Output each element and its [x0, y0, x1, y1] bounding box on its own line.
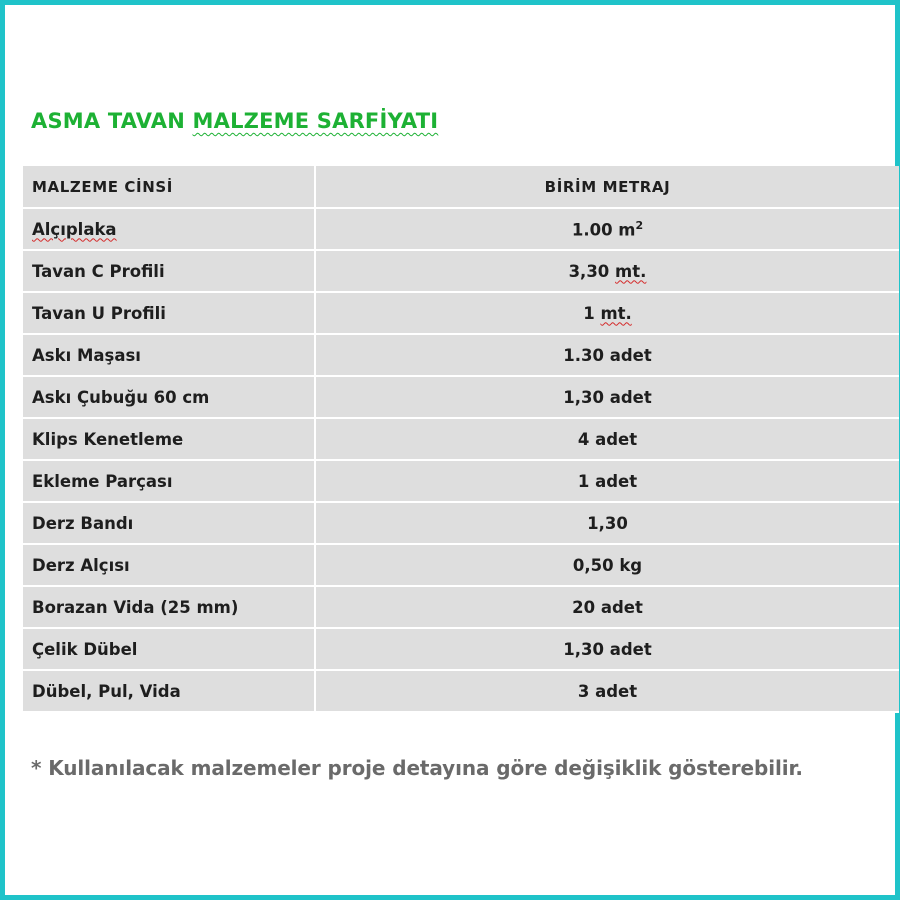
- quantity-value: 0,50 kg: [572, 555, 643, 575]
- quantity-cell: [315, 544, 899, 586]
- title-part-1: ASMA TAVAN: [31, 109, 193, 133]
- material-name: Klips Kenetleme: [32, 429, 184, 449]
- material-name: Alçıplaka: [32, 219, 117, 239]
- table-row: [23, 250, 899, 292]
- material-name-cell: [23, 544, 315, 586]
- material-name: Askı Maşası: [32, 345, 141, 365]
- table-row: [23, 670, 899, 712]
- header-material: MALZEME CİNSİ: [23, 166, 315, 208]
- quantity-superscript: 2: [635, 218, 644, 232]
- table-row: [23, 628, 899, 670]
- quantity-cell: [315, 586, 899, 628]
- quantity-value: 3 adet: [577, 681, 638, 701]
- quantity-cell: [315, 334, 899, 376]
- quantity-value: 1,30 adet: [563, 639, 652, 659]
- material-name: Derz Bandı: [32, 513, 134, 533]
- quantity-cell: [315, 208, 899, 250]
- quantity-unit: mt.: [600, 303, 632, 323]
- quantity-cell: [315, 460, 899, 502]
- quantity-value: 3,30: [568, 261, 616, 281]
- table-row: [23, 334, 899, 376]
- material-name-cell: [23, 460, 315, 502]
- material-name: Ekleme Parçası: [32, 471, 173, 491]
- table-row: [23, 376, 899, 418]
- header-quantity: BİRİM METRAJ: [315, 166, 899, 208]
- material-name-cell: [23, 502, 315, 544]
- quantity-cell: [315, 628, 899, 670]
- table-row: [23, 418, 899, 460]
- table-row: [23, 586, 899, 628]
- table-row: [23, 292, 899, 334]
- quantity-value: 20 adet: [572, 597, 643, 617]
- material-name-cell: [23, 670, 315, 712]
- material-name: Askı Çubuğu 60 cm: [32, 387, 210, 407]
- material-name: Borazan Vida (25 mm): [32, 597, 239, 617]
- material-name: Tavan C Profili: [32, 261, 165, 281]
- quantity-value: 1.00 m: [571, 220, 636, 240]
- page-title: [31, 109, 438, 133]
- table-row: [23, 208, 899, 250]
- material-name-cell: [23, 586, 315, 628]
- material-name: Tavan U Profili: [32, 303, 166, 323]
- table-row: [23, 460, 899, 502]
- quantity-cell: [315, 670, 899, 712]
- material-name-cell: [23, 250, 315, 292]
- table-body: [23, 208, 899, 712]
- material-name: Derz Alçısı: [32, 555, 130, 575]
- table-header-row: [23, 166, 899, 208]
- quantity-cell: [315, 502, 899, 544]
- material-name: Çelik Dübel: [32, 639, 138, 659]
- quantity-unit: mt.: [615, 261, 647, 281]
- material-name-cell: [23, 334, 315, 376]
- quantity-value: 1,30 adet: [563, 387, 652, 407]
- footnote: * Kullanılacak malzemeler proje detayına göre değişiklik gösterebilir.: [31, 756, 803, 780]
- quantity-value: 1,30: [587, 513, 628, 533]
- material-name-cell: [23, 208, 315, 250]
- table-row: [23, 544, 899, 586]
- quantity-cell: [315, 250, 899, 292]
- material-name-cell: [23, 376, 315, 418]
- table-row: [23, 502, 899, 544]
- quantity-value: 1 adet: [577, 471, 638, 491]
- material-table: [23, 166, 899, 713]
- material-name-cell: [23, 628, 315, 670]
- material-name-cell: [23, 418, 315, 460]
- quantity-value: 1.30 adet: [563, 345, 652, 365]
- material-name-cell: [23, 292, 315, 334]
- quantity-value: 4 adet: [577, 429, 638, 449]
- quantity-value: 1: [583, 303, 601, 323]
- title-part-2: MALZEME SARFİYATI: [192, 109, 439, 133]
- quantity-cell: [315, 292, 899, 334]
- quantity-cell: [315, 418, 899, 460]
- quantity-cell: [315, 376, 899, 418]
- material-name: Dübel, Pul, Vida: [32, 681, 181, 701]
